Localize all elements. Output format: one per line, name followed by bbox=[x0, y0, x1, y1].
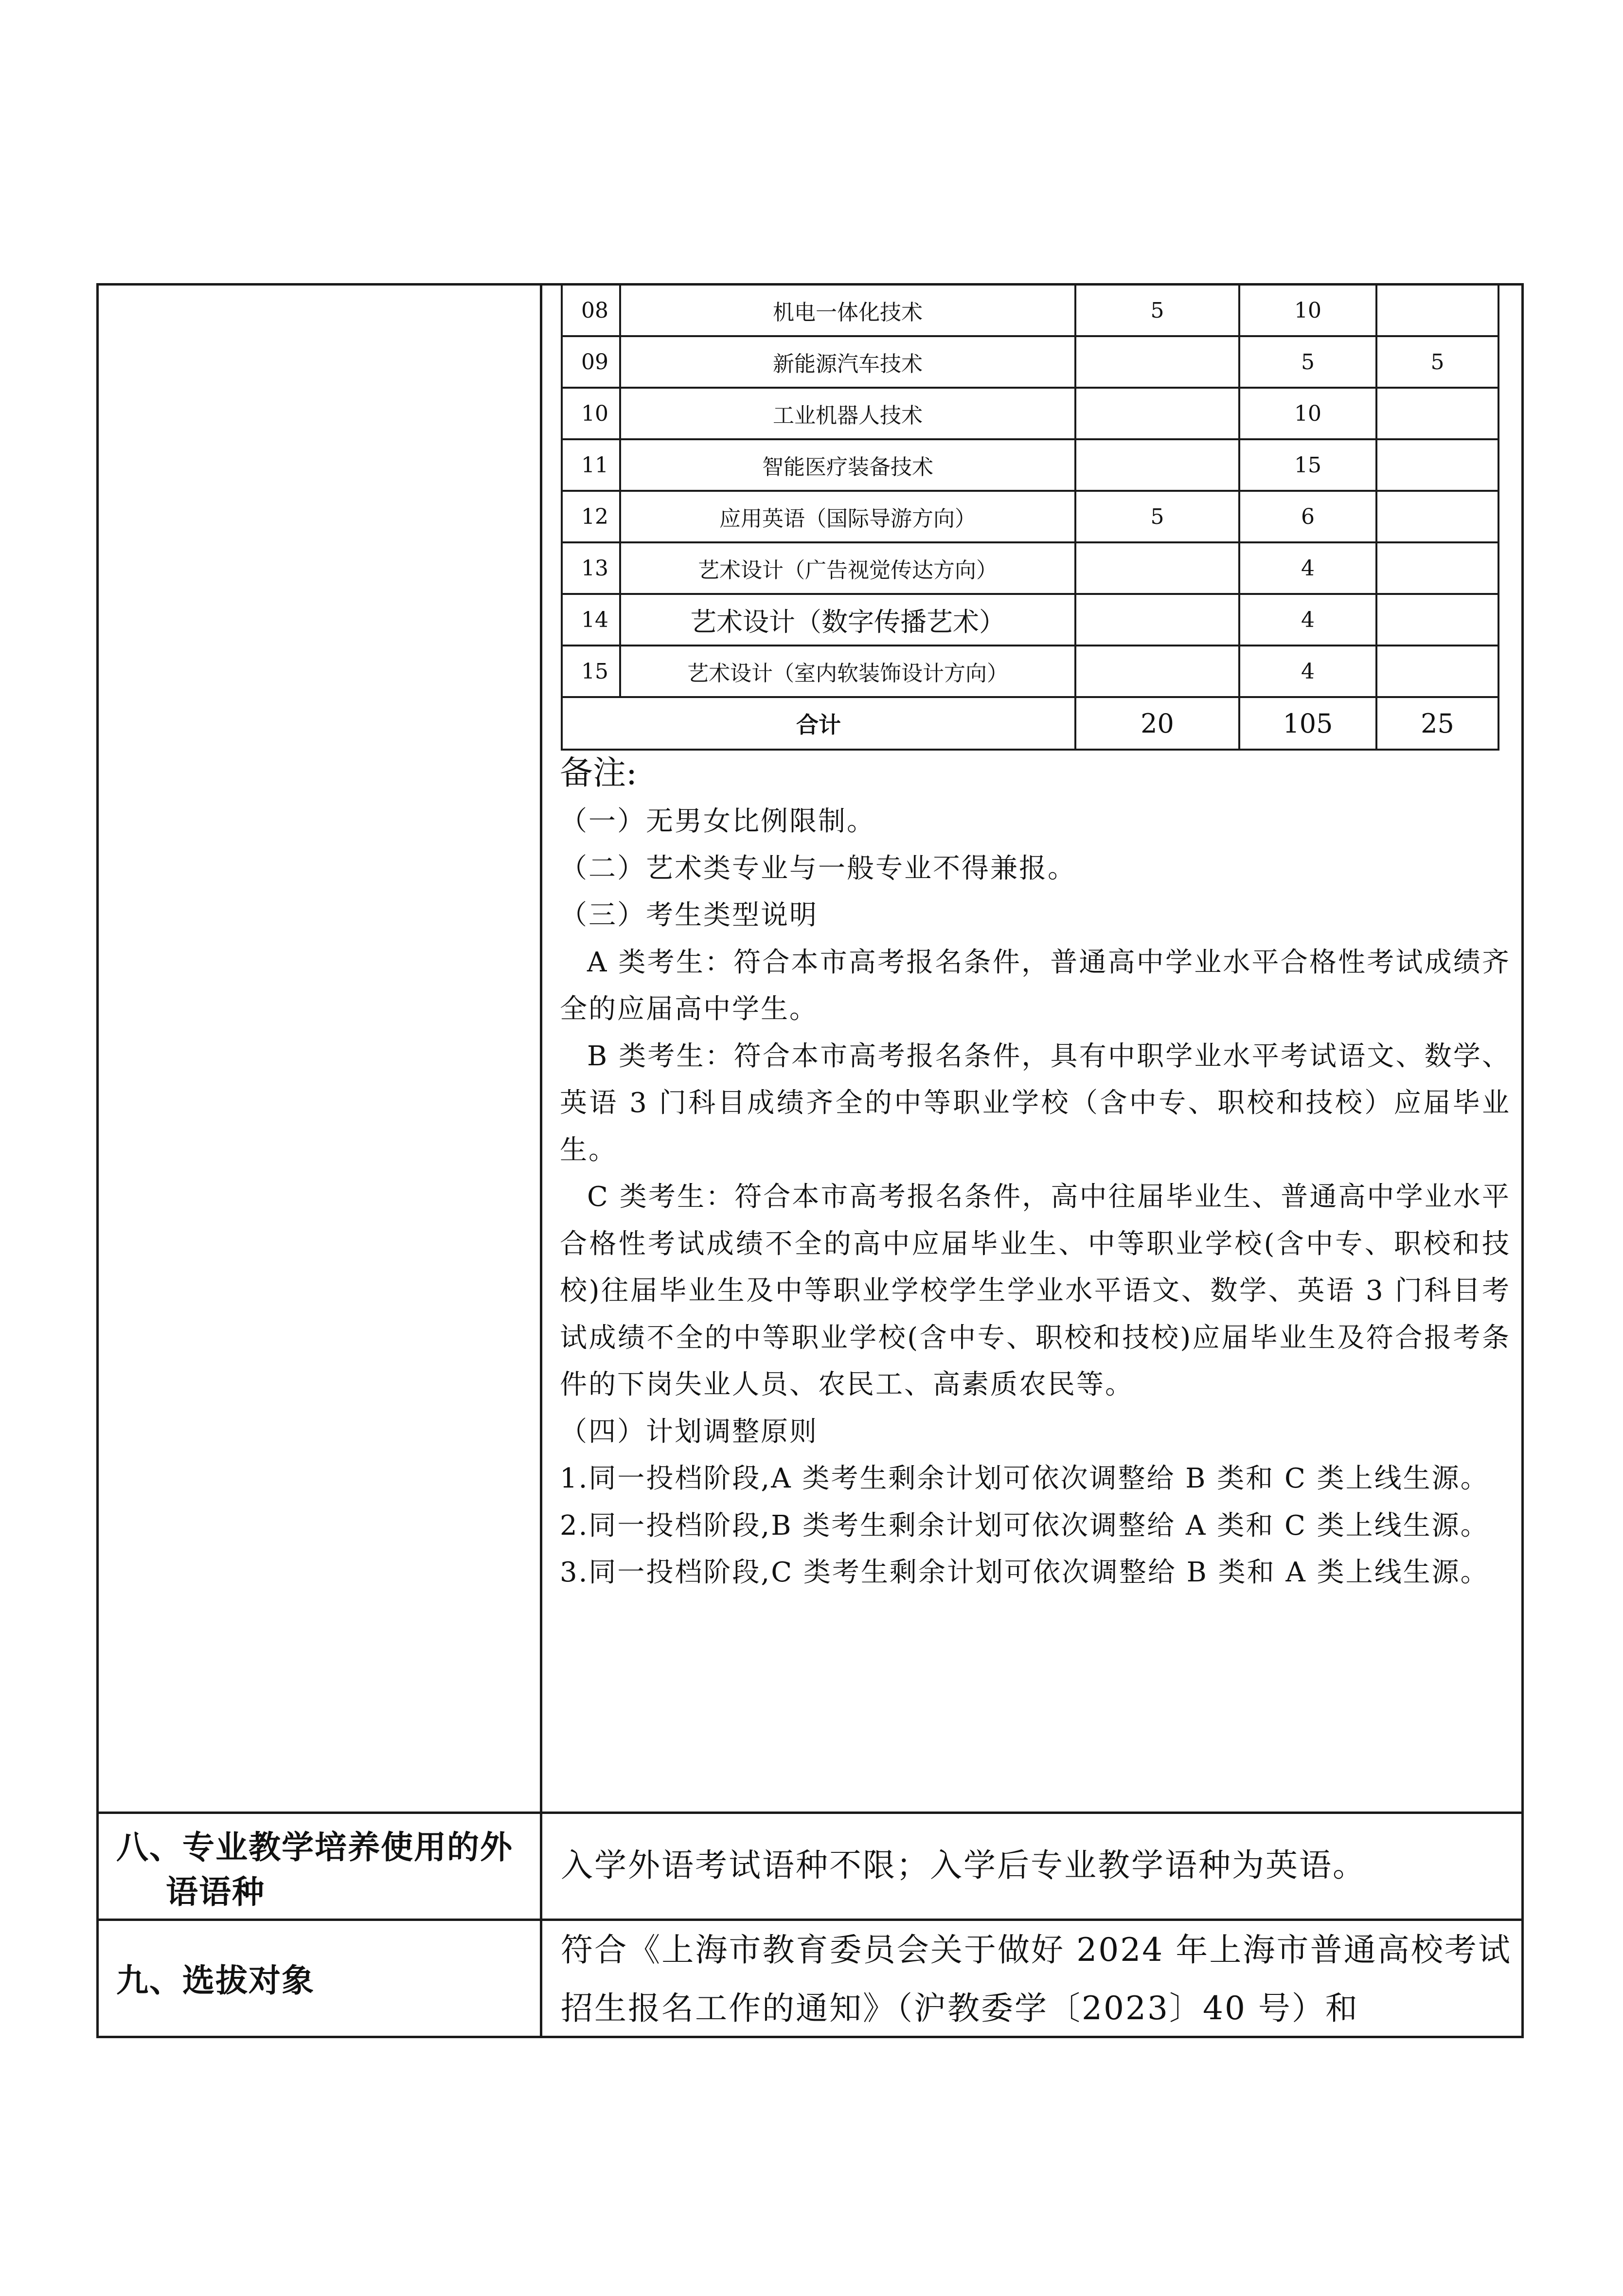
section9-text-cell bbox=[541, 1920, 1523, 2037]
type-a-count bbox=[1075, 542, 1239, 594]
type-b-count: 4 bbox=[1239, 646, 1376, 697]
major-name: 智能医疗装备技术 bbox=[620, 439, 1075, 491]
row-number: 13 bbox=[562, 542, 620, 594]
note-line: （二）艺术类专业与一般专业不得兼报。 bbox=[560, 852, 1076, 884]
type-a-count: 5 bbox=[1075, 491, 1239, 542]
notes-heading: 备注: bbox=[560, 754, 637, 792]
note-line: A 类考生：符合本市高考报名条件，普通高中学业水平合格性考试成绩齐全的应届高中学生。 bbox=[560, 946, 1511, 1025]
type-a-count bbox=[1075, 594, 1239, 646]
type-b-count: 10 bbox=[1239, 388, 1376, 439]
major-name: 应用英语（国际导游方向） bbox=[620, 491, 1075, 542]
plan-row bbox=[562, 542, 1498, 594]
major-name: 艺术设计（室内软装饰设计方向） bbox=[620, 646, 1075, 697]
row-number: 08 bbox=[562, 285, 620, 336]
type-a-count bbox=[1075, 336, 1239, 388]
major-name: 艺术设计（广告视觉传达方向） bbox=[620, 542, 1075, 594]
section8-label-line2: 语语种 bbox=[166, 1873, 265, 1911]
notes-section bbox=[560, 752, 1511, 1596]
main-form-table bbox=[96, 283, 1524, 2038]
major-name: 新能源汽车技术 bbox=[620, 336, 1075, 388]
plan-row bbox=[562, 594, 1498, 646]
note-line: C 类考生：符合本市高考报名条件，高中往届毕业生、普通高中学业水平合格性考试成绩不全的高中应届毕业生、中等职业学校(含中专、职校和技校)往届毕业生及中等职业学校学生学业水平语文、数学、英语 3 门科目考试成绩不全的中等职业学校(含中专、职校和技校)应届毕业生及符合报考条件的下岗失业人员、农民工、高素质农民等。 bbox=[560, 1181, 1511, 1400]
section9-label-cell bbox=[98, 1920, 541, 2037]
note-line: B 类考生：符合本市高考报名条件，具有中职学业水平考试语文、数学、英语 3 门科目成绩齐全的中等职业学校（含中专、职校和技校）应届毕业生。 bbox=[560, 1040, 1511, 1166]
plan-cell bbox=[541, 285, 1523, 1813]
major-name: 艺术设计（数字传播艺术） bbox=[620, 594, 1075, 646]
type-b-count: 5 bbox=[1239, 336, 1376, 388]
type-c-count bbox=[1376, 542, 1498, 594]
note-line: 2.同一投档阶段,B 类考生剩余计划可依次调整给 A 类和 C 类上线生源。 bbox=[560, 1509, 1489, 1542]
row-number: 14 bbox=[562, 594, 620, 646]
note-line: 3.同一投档阶段,C 类考生剩余计划可依次调整给 B 类和 A 类上线生源。 bbox=[560, 1557, 1489, 1588]
type-c-count bbox=[1376, 439, 1498, 491]
type-c-count: 5 bbox=[1376, 336, 1498, 388]
plan-row bbox=[562, 388, 1498, 439]
type-a-count bbox=[1075, 646, 1239, 697]
major-name: 工业机器人技术 bbox=[620, 388, 1075, 439]
enrollment-plan-table bbox=[561, 284, 1499, 751]
section9-label: 九、选拔对象 bbox=[116, 1961, 315, 1999]
type-c-count bbox=[1376, 491, 1498, 542]
section8-text-cell bbox=[541, 1813, 1523, 1920]
type-b-count: 6 bbox=[1239, 491, 1376, 542]
type-b-count: 4 bbox=[1239, 542, 1376, 594]
note-line: （三）考生类型说明 bbox=[560, 899, 818, 931]
row-number: 15 bbox=[562, 646, 620, 697]
total-label: 合计 bbox=[562, 697, 1075, 750]
section8-label-line1: 八、专业教学培养使用的外 bbox=[116, 1828, 513, 1866]
plan-row bbox=[562, 439, 1498, 491]
type-c-count bbox=[1376, 594, 1498, 646]
type-b-count: 15 bbox=[1239, 439, 1376, 491]
plan-row bbox=[562, 646, 1498, 697]
row-number: 10 bbox=[562, 388, 620, 439]
row-number: 11 bbox=[562, 439, 620, 491]
type-c-count bbox=[1376, 285, 1498, 336]
note-line: （四）计划调整原则 bbox=[560, 1416, 818, 1448]
total-b: 105 bbox=[1239, 697, 1376, 750]
type-c-count bbox=[1376, 646, 1498, 697]
type-a-count bbox=[1075, 439, 1239, 491]
total-a: 20 bbox=[1075, 697, 1239, 750]
major-name: 机电一体化技术 bbox=[620, 285, 1075, 336]
type-a-count bbox=[1075, 388, 1239, 439]
plan-row bbox=[562, 491, 1498, 542]
type-a-count: 5 bbox=[1075, 285, 1239, 336]
section8-text: 入学外语考试语种不限；入学后专业教学语种为英语。 bbox=[561, 1847, 1366, 1884]
note-line: （一）无男女比例限制。 bbox=[560, 806, 875, 837]
plan-row bbox=[562, 285, 1498, 336]
total-row bbox=[562, 697, 1498, 750]
row-number: 09 bbox=[562, 336, 620, 388]
plan-row bbox=[562, 336, 1498, 388]
row-number: 12 bbox=[562, 491, 620, 542]
section9-text: 符合《上海市教育委员会关于做好 2024 年上海市普通高校考试招生报名工作的通知》（沪教委学〔2023〕40 号）和 bbox=[561, 1931, 1512, 2027]
total-c: 25 bbox=[1376, 697, 1498, 750]
note-line: 1.同一投档阶段,A 类考生剩余计划可依次调整给 B 类和 C 类上线生源。 bbox=[560, 1463, 1489, 1494]
type-b-count: 10 bbox=[1239, 285, 1376, 336]
left-blank-cell bbox=[98, 285, 541, 1813]
type-b-count: 4 bbox=[1239, 594, 1376, 646]
type-c-count bbox=[1376, 388, 1498, 439]
section8-label-cell bbox=[98, 1813, 541, 1920]
